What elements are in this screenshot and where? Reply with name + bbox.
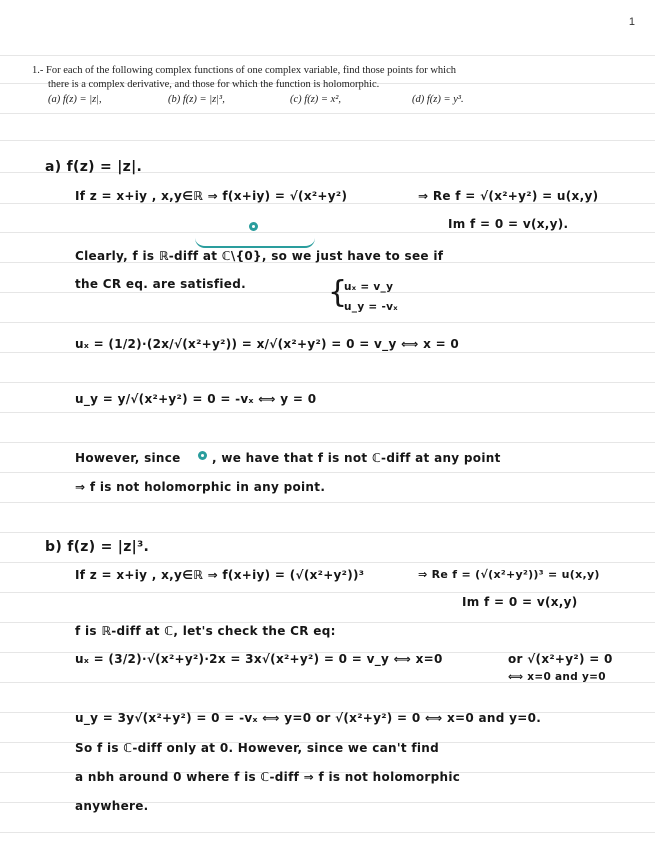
- part-a-conclusion-1a: However, since: [75, 451, 181, 465]
- problem-line-1: 1.- For each of the following complex functions of one complex variable, find those points for which: [32, 65, 456, 76]
- problem-line-2: there is a complex derivative, and those for which the function is holomorphic.: [48, 79, 380, 90]
- problem-item-b: (b) f(z) = |z|³,: [168, 94, 225, 105]
- part-b-ux: uₓ = (3/2)·√(x²+y²)·2x = 3x√(x²+y²) = 0 = v_y ⟺ x=0: [75, 652, 443, 666]
- part-a-heading: a) f(z) = |z|.: [45, 159, 143, 175]
- page-number: 1: [628, 16, 635, 28]
- part-b-line-1: If z = x+iy , x,y∈ℝ ⇒ f(x+iy) = (√(x²+y²))³: [75, 568, 365, 582]
- part-a-line-3: Clearly, f is ℝ-diff at ℂ\{0}, so we just have to see if: [75, 249, 444, 263]
- part-a-line-1: If z = x+iy , x,y∈ℝ ⇒ f(x+iy) = √(x²+y²): [75, 189, 348, 203]
- part-b-conclusion-1: So f is ℂ-diff only at 0. However, since we can't find: [75, 741, 440, 755]
- brace-icon: {: [328, 275, 348, 310]
- part-b-line-1b: ⇒ Re f = (√(x²+y²))³ = u(x,y): [418, 568, 600, 581]
- part-b-conclusion-3: anywhere.: [75, 799, 149, 813]
- part-b-ux-or: or √(x²+y²) = 0: [508, 652, 613, 666]
- part-a-conclusion-1b: , we have that f is not ℂ-diff at any point: [212, 451, 501, 465]
- part-b-line-3: f is ℝ-diff at ℂ, let's check the CR eq:: [75, 624, 336, 638]
- part-a-cr-1: uₓ = v_y: [344, 281, 394, 293]
- circle-marker-icon: [198, 451, 207, 460]
- part-b-uy: u_y = 3y√(x²+y²) = 0 = -vₓ ⟺ y=0 or √(x²+y²) = 0 ⟺ x=0 and y=0.: [75, 711, 542, 725]
- part-a-conclusion-2: ⇒ f is not holomorphic in any point.: [75, 480, 326, 494]
- part-b-conclusion-2: a nbh around 0 where f is ℂ-diff ⇒ f is not holomorphic: [75, 770, 461, 784]
- problem-item-a: (a) f(z) = |z|,: [48, 94, 102, 105]
- part-a-cr-2: u_y = -vₓ: [344, 301, 398, 313]
- part-b-line-2: Im f = 0 = v(x,y): [462, 595, 578, 609]
- part-b-heading: b) f(z) = |z|³.: [45, 539, 150, 555]
- circle-marker-icon: [249, 222, 258, 231]
- problem-item-d: (d) f(z) = y³.: [412, 94, 464, 105]
- problem-item-c: (c) f(z) = x²,: [290, 94, 342, 105]
- teal-underline: [195, 238, 315, 248]
- part-a-line-2: Im f = 0 = v(x,y).: [448, 217, 569, 231]
- part-b-ux-result: ⟺ x=0 and y=0: [508, 671, 606, 683]
- part-a-uy: u_y = y/√(x²+y²) = 0 = -vₓ ⟺ y = 0: [75, 392, 317, 406]
- part-a-line-4: the CR eq. are satisfied.: [75, 277, 246, 291]
- part-a-line-1b: ⇒ Re f = √(x²+y²) = u(x,y): [418, 189, 599, 203]
- part-a-ux: uₓ = (1/2)·(2x/√(x²+y²)) = x/√(x²+y²) = 0 = v_y ⟺ x = 0: [75, 337, 460, 351]
